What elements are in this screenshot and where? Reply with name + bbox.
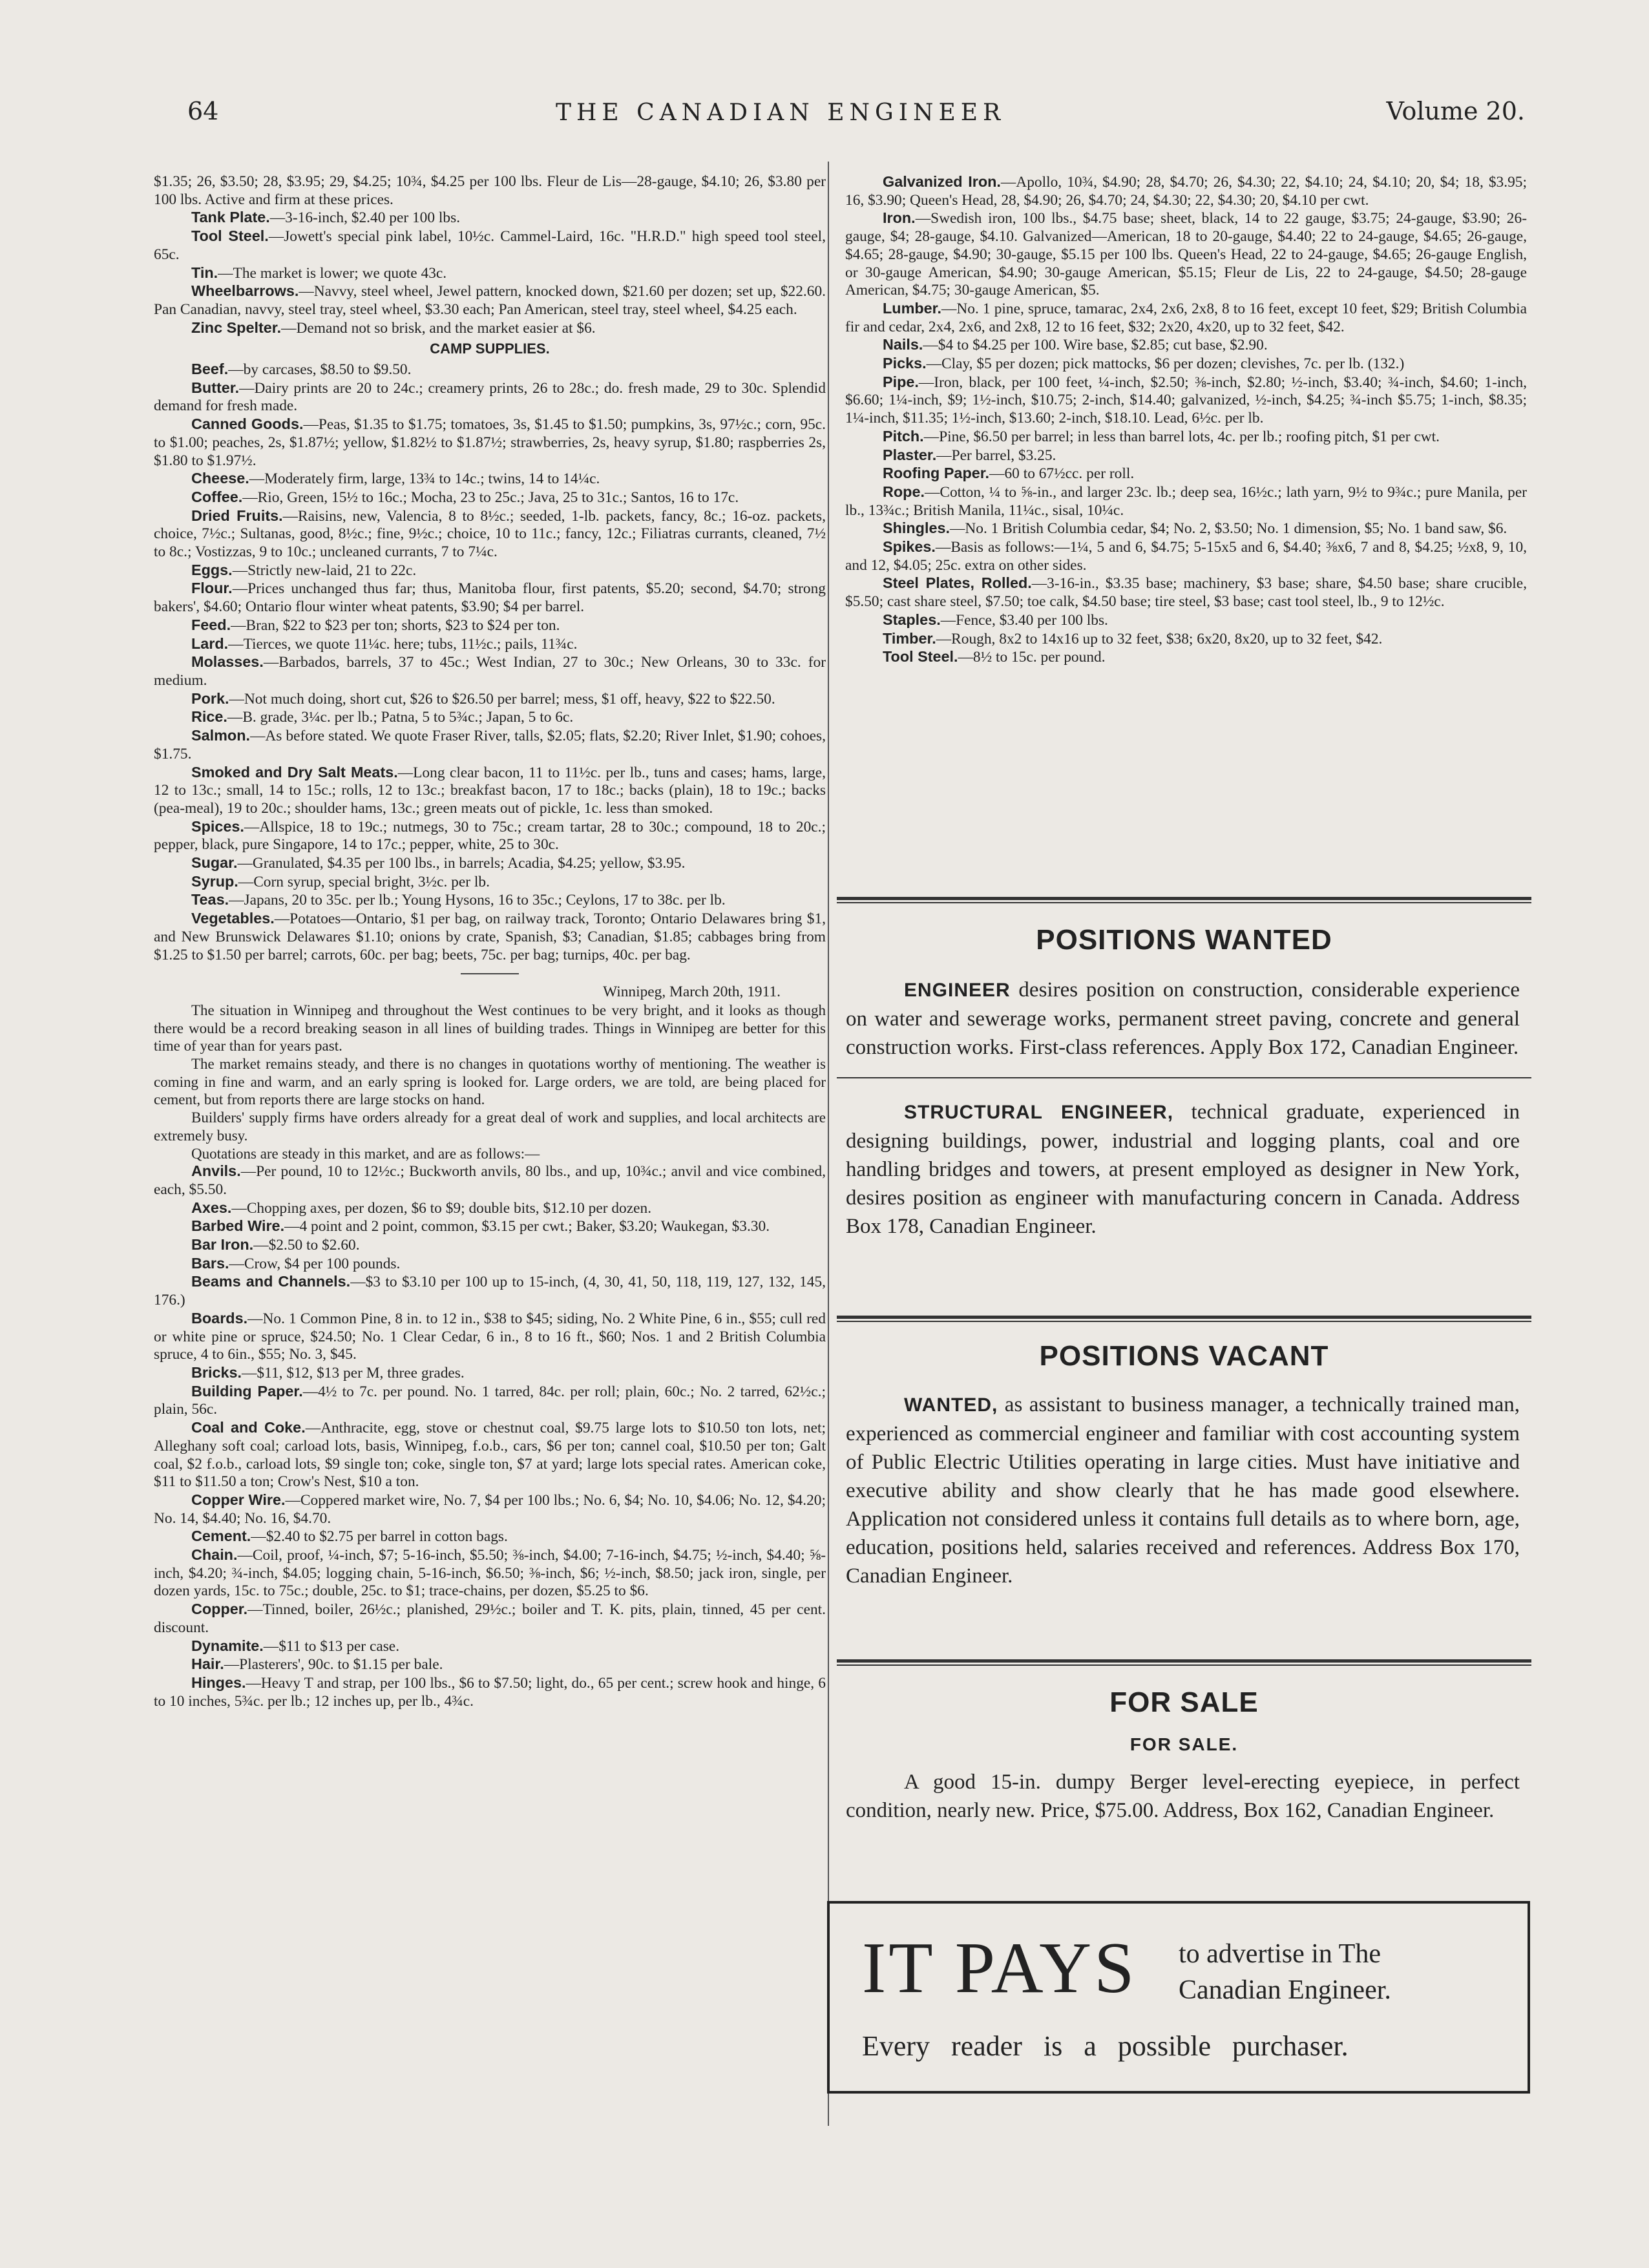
entry-heading: Flour.: [191, 580, 233, 597]
ad-lead: ENGINEER: [904, 980, 1011, 1001]
entry-heading: Galvanized Iron.: [883, 173, 1001, 190]
price-entry: [154, 562, 826, 580]
entry-text: —Bran, $22 to $23 per ton; shorts, $23 to $24 per ton.: [231, 616, 560, 634]
entry-heading: Spices.: [191, 817, 244, 835]
price-entry: [845, 209, 1527, 300]
entry-text: —Coppered market wire, No. 7, $4 per 100 lbs.; No. 6, $4; No. 10, $4.06; No. 12, $4.20; No. 14, $4.40; No. 16, $4.70.: [154, 1491, 826, 1527]
entry-text: —Pine, $6.50 per barrel; in less than barrel lots, 4c. per lb.; roofing pitch, $1 per cwt.: [923, 428, 1440, 445]
entry-text: —$4 to $4.25 per 100. Wire base, $2.85; cut base, $2.90.: [923, 337, 1268, 354]
report-paragraph: Quotations are steady in this market, and are as follows:—: [191, 1145, 540, 1162]
entry-text: —Basis as follows:—1¼, 5 and 6, $4.75; 5-15x5 and 6, $4.40; ⅜x6, 7 and 8, $4.25; ½x8, 9, 10, and 12, $4.05; 25c. extra on other sides.: [845, 539, 1527, 574]
entry-heading: Tool Steel.: [191, 227, 269, 245]
entry-heading: Nails.: [883, 336, 923, 353]
entry-text: —Dairy prints are 20 to 24c.; creamery prints, 26 to 28c.; do. fresh made, 29 to 30c. Splendid demand for fresh made.: [154, 379, 826, 415]
price-entry: [154, 264, 826, 283]
entry-heading: Timber.: [883, 629, 936, 647]
price-entry: [154, 470, 826, 488]
price-entry: [154, 854, 826, 873]
entry-text: —Tierces, we quote 11¼c. here; tubs, 11½c.; pails, 11¾c.: [228, 635, 578, 653]
entry-heading: Lumber.: [883, 299, 941, 317]
entry-text: —As before stated. We quote Fraser River, talls, $2.05; flats, $2.20; River Inlet, $1.90; cohoes, $1.75.: [154, 728, 826, 762]
entry-heading: Butter.: [191, 379, 240, 396]
rule: [837, 1664, 1531, 1666]
entry-heading: Eggs.: [191, 561, 233, 578]
price-entry: [154, 635, 826, 654]
winnipeg-report: [154, 1002, 826, 1162]
winnipeg-quotations: [154, 1162, 826, 1710]
entry-heading: Hair.: [191, 1655, 224, 1673]
price-entry: [154, 891, 826, 910]
entry-heading: Coffee.: [191, 488, 243, 505]
price-entry: [154, 227, 826, 264]
building-material-prices: [845, 173, 1527, 667]
entry-heading: Teas.: [191, 891, 229, 908]
entry-text: —Apollo, 10¾, $4.90; 28, $4.70; 26, $4.30; 22, $4.10; 24, $4.10; 20, $4; 18, $3.95; 16, $3.90; Queen's Head, 28, $4.90; 26, $4.70; 24, $4.30; 22, $4.30; 20, $4.10 per cwt.: [845, 174, 1527, 209]
entry-heading: Plaster.: [883, 446, 937, 463]
ad-text: desires position on construction, considerable experience on water and sewerage works, permanent street paving, concrete and general construction works. First-class references. Apply Box 172, Canadian Engineer.: [846, 978, 1520, 1059]
ad-for-sale: [837, 1768, 1531, 1825]
price-entry: [845, 300, 1527, 336]
entry-text: —Strictly new-laid, 21 to 22c.: [232, 562, 417, 579]
rule: [837, 1316, 1531, 1319]
for-sale-title: FOR SALE: [1109, 1686, 1259, 1718]
for-sale-subtitle: FOR SALE.: [1129, 1734, 1239, 1754]
entry-text: —Demand not so brisk, and the market easier at $6.: [281, 319, 596, 337]
camp-supplies-list: [154, 361, 826, 964]
price-entry: [154, 507, 826, 562]
positions-vacant-section: [837, 1316, 1531, 1590]
column-divider: [828, 162, 829, 2126]
entry-heading: Bricks.: [191, 1364, 242, 1381]
rule: [837, 1659, 1531, 1663]
entry-heading: Dried Fruits.: [191, 507, 283, 524]
entry-text: —Jowett's special pink label, 10½c. Cammel-Laird, 16c. "H.R.D." high speed tool steel, 65c.: [154, 228, 826, 263]
entry-text: —$11 to $13 per case.: [263, 1637, 400, 1655]
entry-text: —Allspice, 18 to 19c.; nutmegs, 30 to 75c.; cream tartar, 28 to 30c.; compound, 18 to 20c.; pepper, black, pure Singapore, 14 to 17c.; pepper, white, 25 to 30c.: [154, 818, 826, 854]
it-pays-advertisement: [827, 1901, 1530, 2094]
entry-text: —Japans, 20 to 35c. per lb.; Young Hysons, 16 to 35c.; Ceylons, 17 to 38c. per lb.: [229, 892, 726, 909]
entry-heading: Cheese.: [191, 470, 249, 487]
entry-text: —$3 to $3.10 per 100 up to 15-inch, (4, 30, 41, 50, 118, 119, 127, 132, 145, 176.): [154, 1274, 826, 1309]
entry-text: —Chopping axes, per dozen, $6 to $9; double bits, $12.10 per dozen.: [231, 1199, 652, 1217]
it-pays-headline: IT PAYS: [862, 1928, 1137, 2008]
entry-heading: Staples.: [883, 611, 941, 628]
entry-heading: Vegetables.: [191, 910, 275, 927]
entry-heading: Anvils.: [191, 1162, 241, 1180]
price-entry: [845, 373, 1527, 428]
price-entry: [154, 361, 826, 379]
price-entry: [845, 648, 1527, 667]
entry-text: —The market is lower; we quote 43c.: [218, 264, 447, 282]
entry-text: —Raisins, new, Valencia, 8 to 8½c.; seeded, 1-lb. packets, fancy, 8c.; 16-oz. packets, choice, 7½c.; Sultanas, good, 8½c.; fine, 9½c.; choice, 10 to 11c.; fancy, 12c.; Filiatras currants, cleaned, 7½ to 8c.; Vostizzas, 9 to 10c.; uncleaned currants, 7 to 7¼c.: [154, 507, 826, 561]
price-entry: [845, 428, 1527, 446]
entry-text: —60 to 67½cc. per roll.: [989, 465, 1135, 483]
entry-text: —$11, $12, $13 per M, three grades.: [242, 1365, 465, 1381]
price-entry: [154, 1655, 826, 1674]
entry-heading: Wheelbarrows.: [191, 282, 299, 300]
entry-heading: Roofing Paper.: [883, 465, 990, 482]
entry-text: —by carcases, $8.50 to $9.50.: [228, 361, 412, 379]
entry-heading: Pork.: [191, 689, 229, 707]
it-pays-side-text: [1179, 1936, 1391, 2008]
entry-heading: Pipe.: [883, 373, 919, 390]
entry-heading: Zinc Spelter.: [191, 319, 282, 336]
entry-text: —Coil, proof, ¼-inch, $7; 5-16-inch, $5.50; ⅜-inch, $4.00; 7-16-inch, $4.75; ½-inch, $4.40; ⅝-inch, $4.20; ¾-inch, $4.05; logging chain, 5-16-inch, $6.50; ⅜-inch, $6; ½-inch, $8.50; jack iron, single, per dozen yards, 15c. to 75c.; double, 25c. to $1; trace-chains, per dozen, $5.25 to $6.: [154, 1547, 826, 1600]
page-number: 64: [187, 97, 219, 125]
entry-text: —Not much doing, short cut, $26 to $26.50 per barrel; mess, $1 off, heavy, $22 to $22.50.: [229, 690, 775, 708]
it-pays-line-2: Canadian Engineer.: [1179, 1975, 1391, 2005]
price-entry: [845, 465, 1527, 483]
positions-wanted-title: POSITIONS WANTED: [1036, 924, 1332, 956]
price-entry: [845, 574, 1527, 611]
entry-heading: Molasses.: [191, 653, 264, 671]
entry-heading: Rice.: [191, 708, 227, 726]
entry-text: —Peas, $1.35 to $1.75; tomatoes, 3s, $1.45 to $1.50; pumpkins, 3s, 97½c.; corn, 95c. to $1.00; peaches, 2s, $1.87½; yellow, $1.82½ to $1.87½; strawberries, 2s, heavy syrup, $1.80; raspberries 2s, $1.80 to $1.97½.: [154, 416, 826, 469]
entry-heading: Rope.: [883, 483, 925, 500]
entry-text: —Navvy, steel wheel, Jewel pattern, knocked down, $21.60 per dozen; set up, $22.60. Pan Canadian, navvy, steel tray, steel wheel, $3.30 each; Pan American, steel tray, steel wheel, $4.25 each.: [154, 283, 826, 318]
entry-text: —Anthracite, egg, stove or chestnut coal, $9.75 large lots to $10.50 ton lots, net; Alleghany soft coal; carload lots, basis, Winnipeg, f.o.b., cars, $6 per ton; cannel coal, $10.50 per ton; Galt coal, $2 f.o.b., carload lots, $9 single ton; coke, single ton, $7 at yard; large lots special rates. American coke, $11 to $11.50 a ton; Crow's Nest, $10 a ton.: [154, 1420, 826, 1491]
entry-text: —$2.50 to $2.60.: [253, 1237, 360, 1254]
entry-heading: Chain.: [191, 1546, 238, 1564]
price-entry: [845, 630, 1527, 649]
price-entry: [845, 611, 1527, 630]
price-entry: [154, 282, 826, 319]
price-entry: [154, 209, 826, 227]
price-entry: [845, 336, 1527, 355]
entry-heading: Tank Plate.: [191, 209, 270, 226]
entry-text: —Rough, 8x2 to 14x16 up to 32 feet, $38; 6x20, 8x20, up to 32 feet, $42.: [936, 630, 1383, 647]
price-entry: [154, 873, 826, 892]
entry-text: —No. 1 pine, spruce, tamarac, 2x4, 2x6, 2x8, 8 to 16 feet, except 10 feet, $29; British Columbia fir and cedar, 2x4, 2x6, and 2x8, 12 to 16 feet, $32; 2x20, 4x20, up to 32 feet, $42.: [845, 300, 1527, 335]
price-entry: [154, 818, 826, 854]
price-entry: [154, 616, 826, 635]
entry-heading: Hinges.: [191, 1674, 246, 1691]
price-entry: [154, 1236, 826, 1255]
ad-structural-engineer: [837, 1098, 1531, 1241]
entry-heading: Pitch.: [883, 427, 924, 445]
price-entry: [154, 415, 826, 470]
entry-text: —Potatoes—Ontario, $1 per bag, on railway track, Toronto; Ontario Delawares bring $1, and New Brunswick Delawares $1.10; onions by crate, Spanish, $3; Canadian, $1.85; cabbages bring from $1.25 to $1.50 per barrel; carrots, 60c. per bag; beets, 75c. per bag; turnips, 40c. per bag.: [154, 910, 826, 963]
entry-text: —Rio, Green, 15½ to 16c.; Mocha, 23 to 25c.; Java, 25 to 31c.; Santos, 16 to 17c.: [242, 488, 739, 506]
entry-heading: Copper Wire.: [191, 1491, 286, 1508]
entry-heading: Feed.: [191, 616, 231, 633]
price-entry: [154, 1528, 826, 1546]
report-paragraph: The market remains steady, and there is no changes in quotations worthy of mentioning. The weather is coming in fine and warm, and an early spring is looked for. Large orders, we are told, are being placed for cement, but from reports there are large stocks on hand.: [154, 1056, 826, 1108]
ad-text: as assistant to business manager, a technically trained man, experienced as commercial engineer and familiar with cost accounting system of Public Electric Utilities operating in large cities. Must have initiative and executive ability and show clearly that he has made good elsewhere. Application not considered unless it contains full details as to where born, age, education, positions held, salaries received and references. Address Box 170, Canadian Engineer.: [846, 1393, 1520, 1588]
price-entry: [154, 319, 826, 338]
market-prices-left-column: [154, 173, 826, 1710]
for-sale-section: [837, 1659, 1531, 1825]
price-entry: [154, 910, 826, 964]
rule: [837, 897, 1531, 900]
entry-text: —3-16-inch, $2.40 per 100 lbs.: [269, 209, 461, 227]
price-entry: [154, 708, 826, 727]
entry-heading: Building Paper.: [191, 1382, 303, 1400]
price-entry: [154, 379, 826, 415]
price-entry: [845, 173, 1527, 209]
price-entry: [154, 1255, 826, 1274]
entry-text: —Per pound, 10 to 12½c.; Buckworth anvils, 80 lbs., and up, 10¾c.; anvil and vice combined, each, $5.50.: [154, 1163, 826, 1198]
price-entry: [154, 1162, 826, 1199]
entry-text: —Prices unchanged thus far; thus, Manitoba flour, first patents, $5.20; second, $4.70; strong bakers', $4.60; Ontario flour winter wheat patents, $3.90; $4 per barrel.: [154, 580, 826, 616]
entry-text: —Clay, $5 per dozen; pick mattocks, $6 per dozen; clevishes, 7c. per lb. (132.): [926, 355, 1405, 373]
rule: [837, 1321, 1531, 1322]
positions-wanted-section: [837, 897, 1531, 1241]
entry-heading: Iron.: [883, 209, 916, 227]
rule: [837, 902, 1531, 903]
entry-text: —Per barrel, $3.25.: [936, 446, 1056, 464]
entry-text: —No. 1 British Columbia cedar, $4; No. 2, $3.50; No. 1 dimension, $5; No. 1 band saw, $6.: [949, 520, 1507, 538]
entry-text: —Corn syrup, special bright, 3½c. per lb.: [238, 873, 490, 890]
price-entry: [845, 446, 1527, 465]
entry-heading: Boards.: [191, 1309, 248, 1327]
ad-lead: STRUCTURAL ENGINEER,: [904, 1102, 1174, 1123]
entry-text: —4½ to 7c. per pound. No. 1 tarred, 84c. per roll; plain, 60c.; No. 2 tarred, 62½c.; plain, 56c.: [154, 1383, 826, 1418]
price-entry: [154, 1546, 826, 1601]
entry-text: $1.35; 26, $3.50; 28, $3.95; 29, $4.25; 10¾, $4.25 per 100 lbs. Fleur de Lis—28-gauge, $4.10; 26, $3.80 per 100 lbs. Active and firm at these prices.: [154, 173, 826, 208]
report-paragraph: Builders' supply firms have orders already for a great deal of work and supplies, and local architects are extremely busy.: [154, 1109, 826, 1144]
ad-text: technical graduate, experienced in designing buildings, power, industrial and logging plants, coal and ore handling bridges and towers, at present employed as designer in New York, desires position as engineer with manufacturing concern in Canada. Address Box 178, Canadian Engineer.: [846, 1100, 1520, 1238]
price-entry: [154, 1310, 826, 1364]
price-entry: [154, 764, 826, 818]
entry-heading: Sugar.: [191, 854, 238, 872]
entry-heading: Tin.: [191, 264, 218, 281]
entry-heading: Beams and Channels.: [191, 1273, 351, 1290]
ad-wanted: [837, 1391, 1531, 1590]
price-entry: [154, 580, 826, 616]
entry-heading: Syrup.: [191, 872, 238, 890]
market-prices-right-column: [845, 173, 1527, 667]
price-entry: [154, 1383, 826, 1419]
entry-text: —Granulated, $4.35 per 100 lbs., in barrels; Acadia, $4.25; yellow, $3.95.: [237, 855, 686, 872]
price-entry: [845, 483, 1527, 520]
price-entry: [845, 355, 1527, 373]
camp-supplies-heading: CAMP SUPPLIES.: [430, 341, 550, 357]
entry-text: —3-16-in., $3.35 base; machinery, $3 base; share, $4.50 base; share crucible, $5.50; cast share steel, $7.50; toe calk, $4.50 base; tire steel, $3 base; cast tool steel, lb., 9 to 12½c.: [845, 575, 1528, 611]
entry-heading: Shingles.: [883, 520, 950, 537]
entry-heading: Steel Plates, Rolled.: [883, 574, 1032, 592]
entry-text: —Barbados, barrels, 37 to 45c.; West Indian, 27 to 30c.; New Orleans, 30 to 33c. for medium.: [154, 654, 826, 689]
entry-text: —Moderately firm, large, 13¾ to 14c.; twins, 14 to 14¼c.: [249, 470, 600, 488]
entry-text: —Long clear bacon, 11 to 11½c. per lb., tuns and cases; hams, large, 12 to 13c.; small, 14 to 15c.; rolls, 12 to 13c.; breakfast bacon, 17 to 18c.; backs (plain), 18 to 19c.; backs (pea-meal), 19 to 20c.; shoulder hams, 13c.; green meats out of pickle, 1c. less than smoked.: [154, 764, 826, 817]
page-header: [187, 97, 1525, 136]
price-entry: [154, 727, 826, 763]
volume-label: Volume 20.: [1386, 97, 1525, 125]
entry-heading: Beef.: [191, 361, 229, 378]
it-pays-line-1: to advertise in The: [1179, 1939, 1381, 1969]
entry-heading: Coal and Coke.: [191, 1419, 306, 1436]
entry-text: —Swedish iron, 100 lbs., $4.75 base; sheet, black, 14 to 22 gauge, $3.75; 24-gauge, $3.90; 26-gauge, $4; 28-gauge, $4.10. Galvanized—American, 18 to 20-gauge, $4.40; 22 to 24-gauge, $4.65; 26-gauge, $4.65; 28-gauge, $4.90; 30-gauge, $5.15 per 100 lbs. Queen's Head, 22 to 24-gauge, $4.65; 26-gauge English, or 30-gauge American, $4.90; 30-gauge American, $5.15; Fleur de Lis, 22 to 24-gauge, $4.50; 28-gauge American, $4.75; 30-gauge American, $5.: [845, 210, 1527, 299]
price-entry: [154, 1273, 826, 1309]
price-entry: [154, 690, 826, 709]
section-separator: [461, 973, 519, 974]
entry-text: —$2.40 to $2.75 per barrel in cotton bags.: [251, 1528, 508, 1546]
entry-text: —B. grade, 3¼c. per lb.; Patna, 5 to 5¾c.; Japan, 5 to 6c.: [227, 709, 574, 726]
report-paragraph: The situation in Winnipeg and throughout the West continues to be very bright, and it looks as though there would be a record breaking season in all lines of building trades. Things in Winnipeg are better for this time of year than for years past.: [154, 1002, 826, 1055]
price-entry: [154, 1217, 826, 1236]
rule: [837, 1077, 1531, 1078]
masthead: THE CANADIAN ENGINEER: [556, 100, 1006, 126]
price-entry: [845, 520, 1527, 538]
entry-text: —Iron, black, per 100 feet, ¼-inch, $2.50; ⅜-inch, $2.80; ½-inch, $3.40; ¾-inch, $4.60; 1-inch, $6.60; 1¼-inch, $9; 1½-inch, $10.75; 2-inch, $14.40; galvanized, ½-inch, $4.25; ¾-inch $5.75; 1-inch, $8.35; 1¼-inch, $11.35; 1½-inch, $13.60; 2-inch, $18.10. Lead, 6½c. per lb.: [845, 373, 1527, 427]
entry-text: —Plasterers', 90c. to $1.15 per bale.: [224, 1656, 443, 1674]
entry-heading: Canned Goods.: [191, 415, 304, 433]
entry-heading: Tool Steel.: [883, 648, 958, 666]
price-entry: [154, 1199, 826, 1218]
price-entry: [154, 1601, 826, 1637]
hardware-prices: [154, 173, 826, 337]
entry-heading: Salmon.: [191, 727, 250, 744]
price-entry: [154, 1637, 826, 1656]
price-entry: [154, 653, 826, 689]
entry-heading: Smoked and Dry Salt Meats.: [191, 763, 398, 781]
positions-vacant-title: POSITIONS VACANT: [1039, 1340, 1329, 1372]
price-entry: [845, 538, 1527, 574]
entry-heading: Bar Iron.: [191, 1236, 254, 1254]
entry-heading: Axes.: [191, 1199, 232, 1216]
entry-text: —Fence, $3.40 per 100 lbs.: [940, 611, 1108, 629]
price-entry: [154, 1491, 826, 1528]
entry-heading: Dynamite.: [191, 1637, 264, 1654]
ad-lead: WANTED,: [904, 1394, 998, 1416]
winnipeg-dateline: Winnipeg, March 20th, 1911.: [603, 983, 781, 1001]
ad-engineer: [837, 976, 1531, 1062]
price-entry: [154, 1419, 826, 1491]
entry-heading: Barbed Wire.: [191, 1217, 285, 1235]
ad-text: A good 15-in. dumpy Berger level-erecting eyepiece, in perfect condition, nearly new. Price, $75.00. Address, Box 162, Canadian Engineer.: [846, 1770, 1520, 1822]
entry-text: —4 point and 2 point, common, $3.15 per cwt.; Baker, $3.20; Waukegan, $3.30.: [284, 1218, 770, 1235]
price-entry: [154, 173, 826, 209]
entry-heading: Spikes.: [883, 538, 936, 556]
entry-text: —8½ to 15c. per pound.: [958, 649, 1106, 666]
entry-heading: Lard.: [191, 635, 229, 652]
entry-heading: Picks.: [883, 355, 927, 372]
entry-text: —Heavy T and strap, per 100 lbs., $6 to $7.50; light, do., 65 per cent.; screw hook and hinge, 6 to 10 inches, 5¾c. per lb.; 12 inches up, per lb., 4¾c.: [154, 1674, 826, 1710]
price-entry: [154, 488, 826, 507]
entry-text: —No. 1 Common Pine, 8 in. to 12 in., $38 to $45; siding, No. 2 White Pine, 6 in., $55; cull red or white pine or spruce, $24.50; No. 1 Clear Cedar, 6 in., 8 to 16 ft., $60; Nos. 1 and 2 British Columbia spruce, 4 to 6in., $55; No. 3, $45.: [154, 1310, 826, 1363]
price-entry: [154, 1674, 826, 1710]
entry-heading: Bars.: [191, 1254, 229, 1272]
it-pays-tagline: Every reader is a possible purchaser.: [862, 2030, 1349, 2062]
entry-text: —Crow, $4 per 100 pounds.: [229, 1255, 401, 1272]
entry-heading: Cement.: [191, 1528, 251, 1545]
entry-text: —Tinned, boiler, 26½c.; planished, 29½c.; boiler and T. K. pits, plain, tinned, 45 per cent. discount.: [154, 1601, 826, 1636]
entry-text: —Cotton, ¼ to ⅝-in., and larger 23c. lb.; deep sea, 16½c.; lath yarn, 9½ to 9¾c.; pure Manila, per lb., 13¾c.; British Manila, 11¼c., sisal, 10¼c.: [845, 483, 1527, 519]
entry-heading: Copper.: [191, 1601, 248, 1618]
price-entry: [154, 1364, 826, 1383]
